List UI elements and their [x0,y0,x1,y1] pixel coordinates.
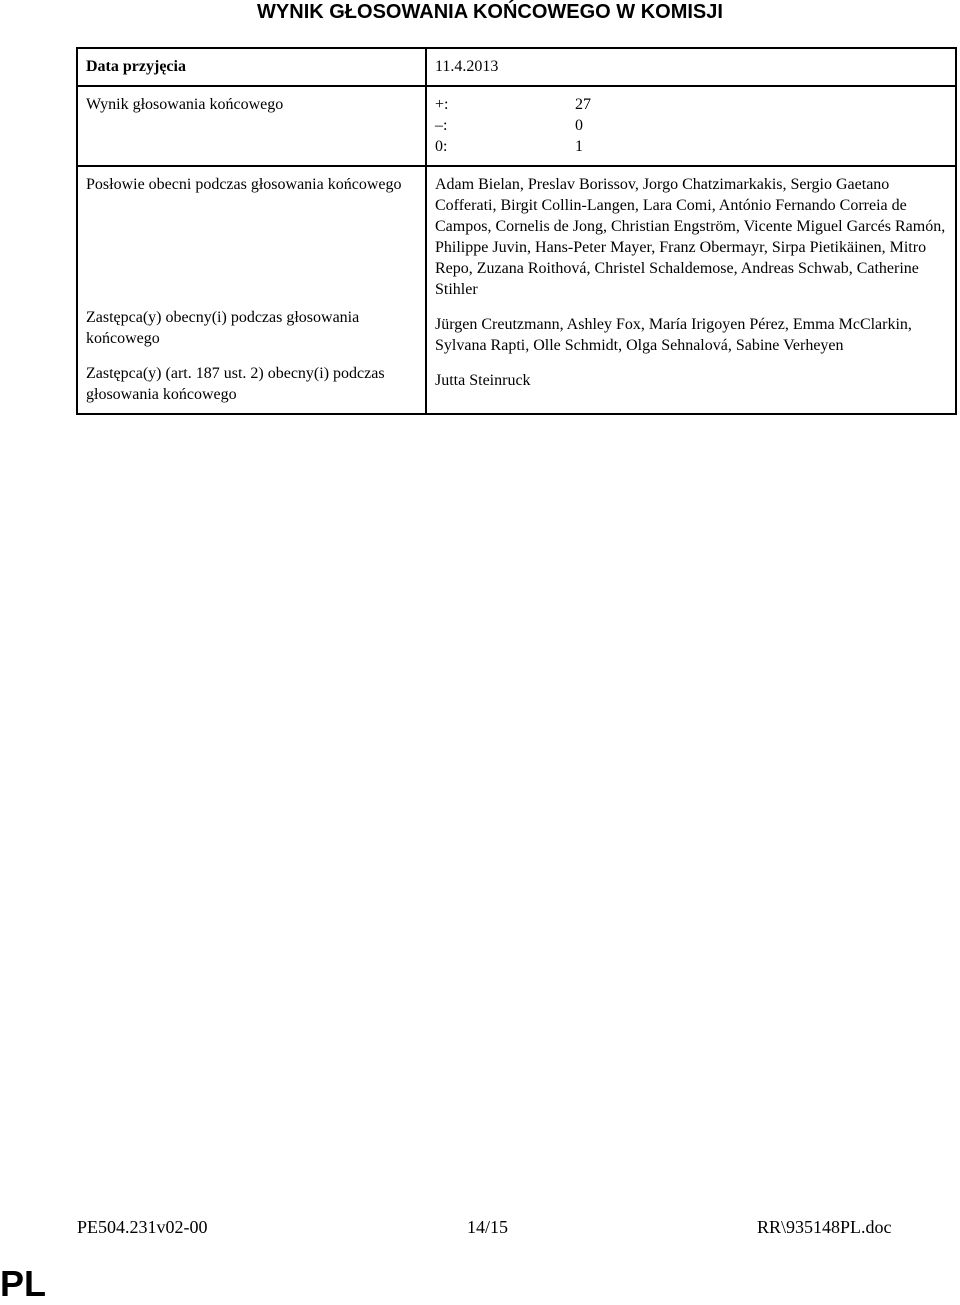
final-vote-row [77,86,956,166]
members-label: Posłowie obecni podczas głosowania końcowego [86,176,402,193]
members-names: Adam Bielan, Preslav Borissov, Jorgo Chatzimarkakis, Sergio Gaetano Cofferati, Birgit Collin-Langen, Lara Comi, António Fernando Correia de Campos, Cornelis de Jong, Christian Engström, Vicente Miguel Garcés Ramón, Philippe Juvin, Hans-Peter Mayer, Franz Obermayr, Sirpa Pietikäinen, Mitro Repo, Zuzana Roithová, Christel Schaldemose, Andreas Schwab, Catherine Stihler [435,176,946,298]
footer-doc-name: RR\935148PL.doc [757,1217,892,1237]
score-symbol: –: [435,117,448,134]
attendance-row [77,166,956,414]
adoption-row [77,48,956,86]
vote-table [76,47,957,415]
adoption-label: Data przyjęcia [77,48,426,86]
score-count: 1 [575,138,583,155]
footer-reference: PE504.231v02-00 [77,1217,208,1237]
substitutes-label: Zastępca(y) obecny(i) podczas głosowania końcowego [86,309,360,347]
footer-page-number: 14/15 [467,1217,509,1237]
score-abstain [435,136,947,157]
attendance-labels [77,166,426,414]
substitutes-187-names: Jutta Steinruck [435,372,531,389]
attendance-names [426,166,956,414]
score-count: 27 [575,96,591,113]
score-for [435,94,947,115]
page-title: WYNIK GŁOSOWANIA KOŃCOWEGO W KOMISJI [257,1,723,23]
final-vote-label: Wynik głosowania końcowego [77,86,426,166]
substitutes-187-label: Zastępca(y) (art. 187 ust. 2) obecny(i) podczas głosowania końcowego [86,365,385,403]
adoption-date: 11.4.2013 [426,48,956,86]
final-vote-scores [426,86,956,166]
score-symbol: 0: [435,138,448,155]
score-against [435,115,947,136]
language-code: PL [0,1263,47,1304]
score-count: 0 [575,117,583,134]
score-symbol: +: [435,96,449,113]
substitutes-names: Jürgen Creutzmann, Ashley Fox, María Irigoyen Pérez, Emma McClarkin, Sylvana Rapti, Olle Schmidt, Olga Sehnalová, Sabine Verheyen [435,316,912,354]
